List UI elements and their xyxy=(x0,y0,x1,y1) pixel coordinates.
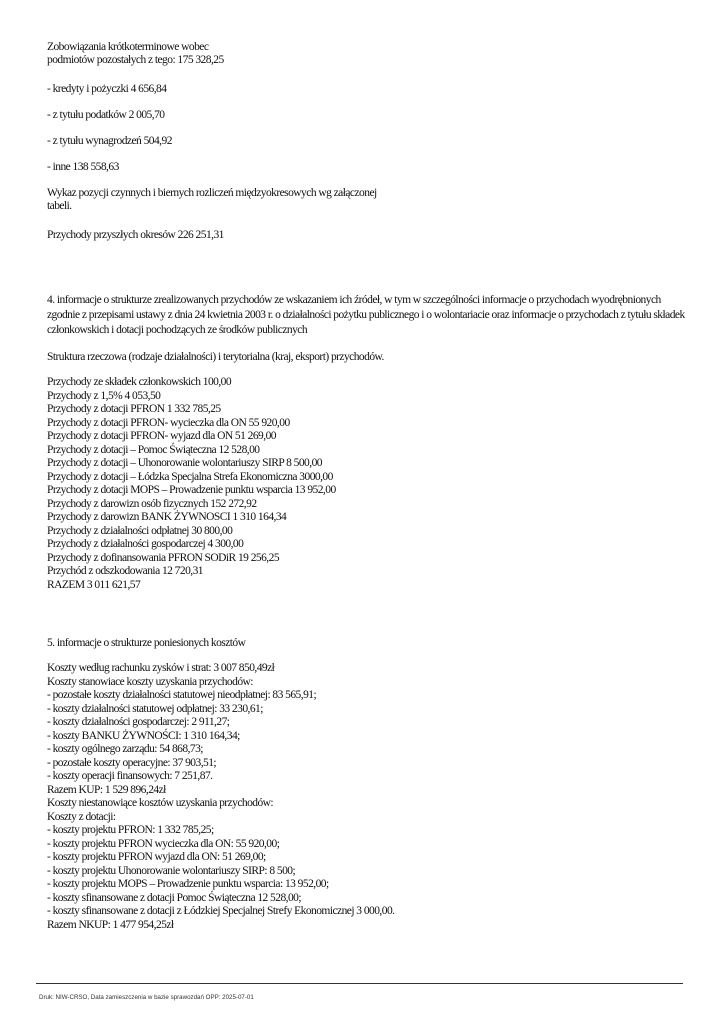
revenue-line: Przychody z dotacji – Łódzka Specjalna Strefa Ekonomiczna 3000,00 xyxy=(47,470,333,483)
deferred-income xyxy=(47,229,224,242)
cost-line: - koszty BANKU ŻYWNOŚCI: 1 310 164,34; xyxy=(47,729,240,742)
liabilities-heading-line2: podmiotów pozostałych z tego: 175 328,25 xyxy=(47,54,224,66)
revenue-list xyxy=(47,376,336,592)
cost-line: Koszty według rachunku zysków i strat: 3 007 850,49zł xyxy=(47,662,275,674)
section5-heading xyxy=(47,637,245,650)
revenue-line: Przychody z dotacji PFRON- wyjazd dla ON 51 269,00 xyxy=(47,430,276,442)
liability-item xyxy=(47,135,172,148)
revenue-line: Przychody z dotacji PFRON- wycieczka dla ON 55 920,00 xyxy=(47,416,290,429)
cost-line: - koszty projektu PFRON wycieczka dla ON: 55 920,00; xyxy=(47,837,280,850)
footer-divider xyxy=(36,983,683,984)
cost-list xyxy=(47,662,394,932)
cost-line: - koszty ogólnego zarządu: 54 868,73; xyxy=(47,743,203,755)
liability-item-taxes: - z tytułu podatków 2 005,70 xyxy=(47,109,165,121)
deferred-income-text: Przychody przyszłych okresów 226 251,31 xyxy=(47,229,224,241)
cost-line: Koszty stanowiace koszty uzyskania przychodów: xyxy=(47,675,253,688)
revenue-line: Przychody z dofinansowania PFRON SODiR 19 256,25 xyxy=(47,551,280,564)
accruals-line1: Wykaz pozycji czynnych i biernych rozliczeń międzyokresowych wg załączonej xyxy=(47,187,377,199)
cost-line: Koszty niestanowiące kosztów uzyskania przychodów: xyxy=(47,797,274,809)
revenue-line: Przychody z 1,5% 4 053,50 xyxy=(47,389,161,402)
cost-line: - koszty projektu MOPS – Prowadzenie punktu wsparcia: 13 952,00; xyxy=(47,878,329,890)
liabilities-heading-line1: Zobowiązania krótkoterminowe wobec xyxy=(47,41,209,53)
revenue-line: Przychody z darowizn osób fizycznych 152 272,92 xyxy=(47,497,257,510)
liability-item xyxy=(47,109,164,122)
cost-line: Razem KUP: 1 529 896,24zł xyxy=(47,783,166,796)
revenue-line: RAZEM 3 011 621,57 xyxy=(47,578,141,591)
revenue-line: Przychody z dotacji – Uhonorowanie wolontariuszy SIRP 8 500,00 xyxy=(47,457,322,469)
structure-note-text: Struktura rzeczowa (rodzaje działalności) i terytorialna (kraj, eksport) przychodów. xyxy=(47,351,384,363)
cost-line: - koszty sfinansowane z dotacji Pomoc Świąteczna 12 528,00; xyxy=(47,891,302,904)
liability-item-wages: - z tytułu wynagrodzeń 504,92 xyxy=(47,135,172,147)
liabilities-heading xyxy=(47,41,224,67)
liability-item-loans: - kredyty i pożyczki 4 656,84 xyxy=(47,83,167,95)
revenue-line: Przychody z działalności gospodarczej 4 300,00 xyxy=(47,538,244,550)
cost-line: - koszty projektu PFRON wyjazd dla ON: 51 269,00; xyxy=(47,851,266,863)
revenue-line: Przychody ze składek członkowskich 100,00 xyxy=(47,376,232,388)
liability-item xyxy=(47,161,119,174)
cost-line: - koszty projektu Uhonorowanie wolontariuszy SIRP: 8 500; xyxy=(47,864,296,877)
revenue-line: Przychody z dotacji – Pomoc Świąteczna 12 528,00 xyxy=(47,443,260,456)
cost-line: - koszty operacji finansowych: 7 251,87. xyxy=(47,770,213,782)
cost-line: - koszty sfinansowane z dotacji z Łódzkiej Specjalnej Strefy Ekonomicznej 3 000,00. xyxy=(47,905,395,917)
accruals-note xyxy=(47,187,377,213)
cost-line: - pozostałe koszty działalności statutowej nieodpłatnej: 83 565,91; xyxy=(47,689,317,701)
cost-line: Razem NKUP: 1 477 954,25zł xyxy=(47,918,174,931)
section4-heading-text: 4. informacje o strukturze zrealizowanych przychodów ze wskazaniem ich źródeł, w tym w szczególności informacje o przychodach wyodrębnionych zgodnie z przepisami ustawy z dnia 24 kwietnia 2003 r. o działalności pożytku publicznego i o wolontariacie oraz informacje o przychodach z tytułu składek członkowskich i dotacji pochodzących ze środków publicznych xyxy=(47,294,685,336)
revenue-line: Przychody z darowizn BANK ŻYWNOSCI 1 310 164,34 xyxy=(47,511,287,523)
cost-line: Koszty z dotacji: xyxy=(47,810,116,823)
revenue-line: Przychody z dotacji MOPS – Prowadzenie punktu wsparcia 13 952,00 xyxy=(47,484,336,496)
revenue-line: Przychody z dotacji PFRON 1 332 785,25 xyxy=(47,403,221,415)
revenue-line: Przychód z odszkodowania 12 720,31 xyxy=(47,565,204,577)
liability-item xyxy=(47,83,166,96)
liability-item-other: - inne 138 558,63 xyxy=(47,161,119,173)
cost-line: - pozostałe koszty operacyjne: 37 903,51; xyxy=(47,756,217,769)
section4-heading xyxy=(47,293,687,338)
cost-line: - koszty działalności gospodarczej: 2 911,27; xyxy=(47,716,230,728)
revenue-line: Przychody z działalności odpłatnej 30 800,00 xyxy=(47,524,233,537)
cost-line: - koszty projektu PFRON: 1 332 785,25; xyxy=(47,824,214,836)
cost-line: - koszty działalności statutowej odpłatnej: 33 230,61; xyxy=(47,702,263,715)
accruals-line2: tabeli. xyxy=(47,200,72,212)
footer-print-info: Druk: NIW-CRSO, Data zamieszczenia w bazie sprawozdań OPP: 2025-07-01 xyxy=(39,994,254,1001)
section5-heading-text: 5. informacje o strukturze poniesionych kosztów xyxy=(47,637,246,649)
section4-structure-note xyxy=(47,351,384,364)
